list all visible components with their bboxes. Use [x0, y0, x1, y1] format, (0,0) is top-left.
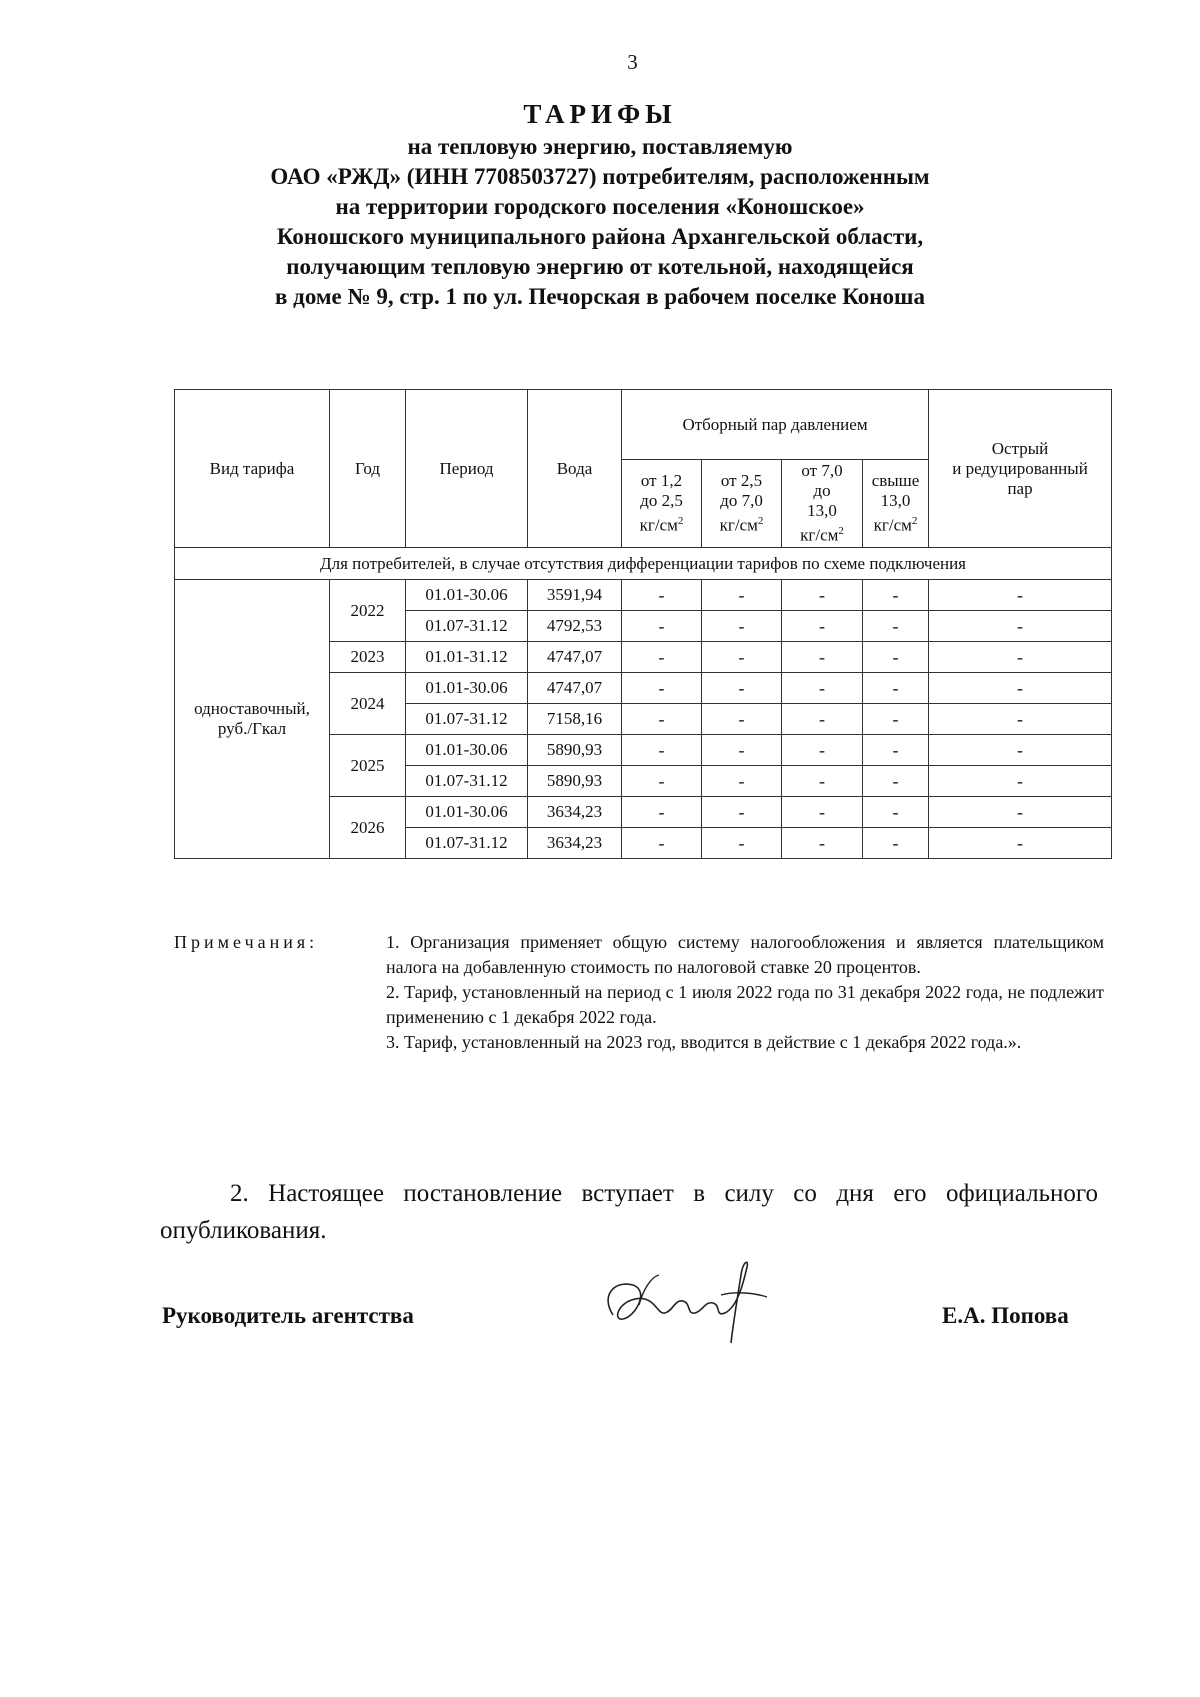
- unit-exponent: 2: [911, 515, 918, 528]
- period-cell: 01.07-31.12: [406, 704, 528, 735]
- signature: [595, 1255, 775, 1355]
- year-cell: 2023: [330, 642, 406, 673]
- header-steam-line: до: [813, 481, 831, 501]
- period-cell: 01.01-30.06: [406, 735, 528, 766]
- steam-tariff-cell: -: [622, 580, 702, 611]
- header-steam-line: от 7,0: [801, 461, 843, 481]
- header-steam-line: от 2,5: [720, 471, 763, 491]
- period-cell: 01.01-30.06: [406, 673, 528, 704]
- header-steam-line: свыше: [871, 471, 920, 491]
- header-steam-unit: [704, 511, 779, 536]
- steam-tariff-cell: -: [782, 642, 863, 673]
- title-line: в доме № 9, стр. 1 по ул. Печорская в рабочем поселке Коноша: [275, 284, 925, 309]
- steam-tariff-cell: -: [622, 673, 702, 704]
- notes-label: Примечания:: [174, 932, 319, 952]
- header-steam-unit: [624, 511, 699, 536]
- unit-exponent: 2: [757, 515, 764, 528]
- unit-text: кг/см: [800, 525, 839, 545]
- header-steam-unit: [865, 511, 926, 536]
- sharp-steam-cell: -: [929, 580, 1112, 611]
- water-tariff-cell: 7158,16: [528, 704, 622, 735]
- header-steam-2: [702, 460, 782, 548]
- year-cell: 2026: [330, 797, 406, 859]
- header-sharp-line: Острый: [991, 438, 1049, 458]
- header-steam-unit: [784, 521, 860, 546]
- sharp-steam-cell: -: [929, 642, 1112, 673]
- header-steam-line: 13,0: [880, 491, 911, 511]
- sharp-steam-cell: -: [929, 704, 1112, 735]
- steam-tariff-cell: -: [702, 704, 782, 735]
- header-sharp-steam: [929, 390, 1112, 548]
- steam-tariff-cell: -: [782, 766, 863, 797]
- period-cell: 01.01-30.06: [406, 797, 528, 828]
- document-title: [150, 96, 1050, 312]
- water-tariff-cell: 3634,23: [528, 828, 622, 859]
- period-cell: 01.07-31.12: [406, 611, 528, 642]
- unit-exponent: 2: [677, 515, 684, 528]
- steam-tariff-cell: -: [782, 704, 863, 735]
- steam-tariff-cell: -: [863, 735, 929, 766]
- water-tariff-cell: 3591,94: [528, 580, 622, 611]
- header-year: Год: [330, 390, 406, 548]
- steam-tariff-cell: -: [702, 766, 782, 797]
- steam-tariff-cell: -: [622, 611, 702, 642]
- steam-tariff-cell: -: [702, 797, 782, 828]
- tariff-type-cell: [175, 580, 330, 859]
- title-line: на тепловую энергию, поставляемую: [407, 134, 793, 159]
- header-tariff-type: Вид тарифа: [175, 390, 330, 548]
- steam-tariff-cell: -: [863, 797, 929, 828]
- year-cell: 2022: [330, 580, 406, 642]
- page-number: 3: [627, 50, 638, 74]
- title-line: ОАО «РЖД» (ИНН 7708503727) потребителям, расположенным: [270, 164, 930, 189]
- tariff-table: [174, 389, 1112, 859]
- steam-tariff-cell: -: [782, 735, 863, 766]
- water-tariff-cell: 5890,93: [528, 766, 622, 797]
- header-steam-3: [782, 460, 863, 548]
- signature-stroke: [608, 1262, 747, 1343]
- tariff-rows: [175, 580, 1112, 859]
- header-steam-1: [622, 460, 702, 548]
- sharp-steam-cell: -: [929, 797, 1112, 828]
- period-cell: 01.07-31.12: [406, 828, 528, 859]
- period-cell: 01.07-31.12: [406, 766, 528, 797]
- steam-tariff-cell: -: [863, 611, 929, 642]
- water-tariff-cell: 4792,53: [528, 611, 622, 642]
- signer-name: Е.А. Попова: [942, 1303, 1069, 1328]
- header-steam-4: [863, 460, 929, 548]
- header-steam-line: от 1,2: [640, 471, 683, 491]
- section-row: [175, 548, 1112, 580]
- sharp-steam-cell: -: [929, 673, 1112, 704]
- steam-tariff-cell: -: [782, 828, 863, 859]
- steam-tariff-cell: -: [863, 766, 929, 797]
- year-cell: 2024: [330, 673, 406, 735]
- steam-tariff-cell: -: [863, 828, 929, 859]
- steam-tariff-cell: -: [863, 580, 929, 611]
- effective-clause: 2. Настоящее постановление вступает в силу со дня его официального опубликования.: [160, 1180, 1098, 1244]
- signer-title: Руководитель агентства: [162, 1303, 414, 1328]
- unit-text: кг/см: [639, 515, 678, 535]
- year-cell: 2025: [330, 735, 406, 797]
- header-period: Период: [406, 390, 528, 548]
- steam-tariff-cell: -: [782, 611, 863, 642]
- header-sharp-line: и редуцированный: [952, 458, 1088, 478]
- period-cell: 01.01-30.06: [406, 580, 528, 611]
- steam-tariff-cell: -: [863, 673, 929, 704]
- title-main: ТАРИФЫ: [523, 99, 677, 129]
- steam-tariff-cell: -: [622, 766, 702, 797]
- steam-tariff-cell: -: [863, 642, 929, 673]
- note-item: 1. Организация применяет общую систему налогообложения и является плательщиком налога на добавленную стоимость по налоговой ставке 20 процентов.: [386, 932, 1104, 977]
- steam-tariff-cell: -: [863, 704, 929, 735]
- title-line: на территории городского поселения «Коношское»: [335, 194, 865, 219]
- unit-text: кг/см: [719, 515, 758, 535]
- steam-tariff-cell: -: [782, 580, 863, 611]
- unit-text: кг/см: [873, 515, 912, 535]
- tariff-type-line: одноставочный,: [194, 699, 310, 718]
- steam-tariff-cell: -: [782, 797, 863, 828]
- period-cell: 01.01-31.12: [406, 642, 528, 673]
- note-item: 2. Тариф, установленный на период с 1 июля 2022 года по 31 декабря 2022 года, не подлежит применению с 1 декабря 2022 года.: [386, 982, 1104, 1027]
- sharp-steam-cell: -: [929, 735, 1112, 766]
- water-tariff-cell: 3634,23: [528, 797, 622, 828]
- note-item: 3. Тариф, установленный на 2023 год, вводится в действие с 1 декабря 2022 года.».: [386, 1032, 1022, 1052]
- sharp-steam-cell: -: [929, 828, 1112, 859]
- header-sharp-line: пар: [1007, 478, 1033, 498]
- steam-tariff-cell: -: [702, 642, 782, 673]
- steam-tariff-cell: -: [622, 828, 702, 859]
- steam-tariff-cell: -: [622, 704, 702, 735]
- title-line: Коношского муниципального района Архангельской области,: [276, 224, 924, 249]
- steam-tariff-cell: -: [702, 828, 782, 859]
- sharp-steam-cell: -: [929, 611, 1112, 642]
- tariff-type-line: руб./Гкал: [217, 719, 287, 738]
- steam-tariff-cell: -: [622, 642, 702, 673]
- steam-tariff-cell: -: [622, 735, 702, 766]
- water-tariff-cell: 4747,07: [528, 673, 622, 704]
- header-steam-line: до 2,5: [640, 491, 683, 511]
- steam-tariff-cell: -: [622, 797, 702, 828]
- signature-stroke: [721, 1293, 767, 1297]
- water-tariff-cell: 5890,93: [528, 735, 622, 766]
- header-steam-line: до 7,0: [720, 491, 763, 511]
- section-title: Для потребителей, в случае отсутствия дифференциации тарифов по схеме подключения: [175, 548, 1112, 580]
- header-steam-group: Отборный пар давлением: [622, 390, 929, 460]
- header-steam-line: 13,0: [807, 501, 837, 521]
- notes-list: [386, 930, 1104, 1055]
- table-row: [175, 580, 1112, 611]
- water-tariff-cell: 4747,07: [528, 642, 622, 673]
- steam-tariff-cell: -: [702, 580, 782, 611]
- steam-tariff-cell: -: [702, 611, 782, 642]
- steam-tariff-cell: -: [702, 673, 782, 704]
- title-line: получающим тепловую энергию от котельной, находящейся: [286, 254, 914, 279]
- steam-tariff-cell: -: [782, 673, 863, 704]
- header-water: Вода: [528, 390, 622, 548]
- unit-exponent: 2: [838, 525, 844, 538]
- sharp-steam-cell: -: [929, 766, 1112, 797]
- header-row: [175, 390, 1112, 460]
- steam-tariff-cell: -: [702, 735, 782, 766]
